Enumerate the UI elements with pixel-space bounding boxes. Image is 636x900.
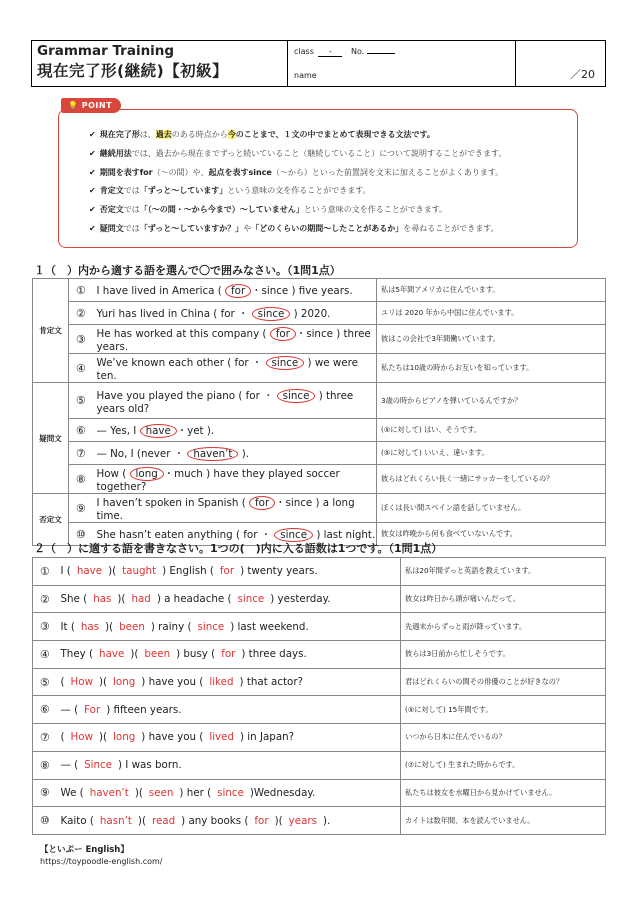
footer-url[interactable]: https://toypoodle-english.com/ xyxy=(40,857,163,866)
sentence-fragment: ) busy ( xyxy=(176,648,216,661)
check-icon: ✔ xyxy=(89,186,96,196)
translation: (⑤に対して) いいえ、違います。 xyxy=(377,442,606,465)
point-item xyxy=(89,164,506,183)
no-label: No. xyxy=(350,47,365,56)
group-label: 肯定文 xyxy=(33,279,69,383)
sentence-fragment: — ( xyxy=(60,759,79,772)
check-icon: ✔ xyxy=(89,223,96,233)
answer-word[interactable]: have xyxy=(76,565,103,578)
answer-word[interactable]: read xyxy=(151,814,176,827)
translation: 彼らは3日前から忙しそうです。 xyxy=(401,641,606,669)
sentence-pre: Yuri has lived in China ( for ・ xyxy=(96,308,249,320)
point-item xyxy=(89,220,506,239)
choice-option[interactable]: haven’t xyxy=(187,447,238,461)
answer-word[interactable]: has xyxy=(93,593,112,606)
question-sentence xyxy=(57,807,401,835)
question-number: ⑧ xyxy=(69,465,93,494)
sentence-fragment: — ( xyxy=(60,703,79,716)
table-row xyxy=(33,668,606,696)
translation: 3歳の時からピアノを弾いているんですか？ xyxy=(377,383,606,419)
answer-word[interactable]: had xyxy=(131,593,151,606)
question-sentence xyxy=(57,668,401,696)
translation: いつから日本に住んでいるの？ xyxy=(401,724,606,752)
sentence-fragment: )( xyxy=(105,620,114,633)
choice-option[interactable]: since xyxy=(285,497,313,509)
question-sentence xyxy=(57,696,401,724)
sentence-fragment: )Wednesday. xyxy=(249,786,316,799)
choice-option[interactable]: since xyxy=(274,528,313,542)
point-term: 現在完了形 xyxy=(99,130,140,139)
sentence-post: ) a long time. xyxy=(96,497,355,522)
point-text: という意味の文を作ることができます。 xyxy=(227,186,371,196)
sentence-post: ) 2020. xyxy=(293,308,331,320)
table-row xyxy=(33,325,606,354)
answer-word[interactable]: since xyxy=(197,620,225,633)
choice-option[interactable]: for xyxy=(270,327,296,341)
sentence-fragment: )( xyxy=(137,814,146,827)
sentence-fragment: It ( xyxy=(60,620,75,633)
choice-option[interactable]: since xyxy=(261,285,289,297)
translation: 君はどれくらいの間その俳優のことが好きなの？ xyxy=(401,668,606,696)
translation: 彼はこの会社で3年間働いています。 xyxy=(377,325,606,354)
answer-word[interactable]: For xyxy=(84,703,101,716)
answer-word[interactable]: lived xyxy=(209,731,235,744)
sentence-fragment: ) English ( xyxy=(162,565,214,578)
answer-word[interactable]: has xyxy=(80,620,100,633)
check-icon: ✔ xyxy=(89,130,96,139)
class-label: class xyxy=(294,47,314,56)
translation: 彼らはどれくらい長く一緒にサッカーをしているの？ xyxy=(377,465,606,494)
question-number: ⑩ xyxy=(69,523,93,546)
section1-table xyxy=(32,278,606,546)
choice-separator: ・ xyxy=(176,425,188,437)
point-item xyxy=(89,201,506,220)
sentence-pre: — Yes, I xyxy=(96,425,137,437)
sentence-fragment: ) a headache ( xyxy=(156,593,232,606)
title-english: Grammar Training xyxy=(37,43,175,59)
choice-option[interactable]: since xyxy=(277,389,316,403)
question-number: ⑥ xyxy=(33,696,57,724)
answer-word[interactable]: for xyxy=(254,814,269,827)
sentence-pre: We’ve known each other ( for ・ xyxy=(96,357,263,369)
sentence-post: ) three years. xyxy=(96,328,371,353)
question-sentence xyxy=(93,302,377,325)
translation: (⑤に対して) はい、そうです。 xyxy=(377,419,606,442)
sentence-fragment: Kaito ( xyxy=(60,814,94,827)
translation: 先週末からずっと雨が降っています。 xyxy=(401,613,606,641)
point-term: 期間を表すfor xyxy=(99,167,153,177)
question-number: ① xyxy=(33,558,57,586)
point-item xyxy=(89,145,506,164)
point-term: 否定文 xyxy=(99,205,124,215)
point-term: 疑問文 xyxy=(99,223,124,233)
question-number: ⑤ xyxy=(69,383,93,419)
question-number: ⑤ xyxy=(33,668,57,696)
sentence-fragment: ) her ( xyxy=(179,786,212,799)
table-row xyxy=(33,641,606,669)
student-info-block xyxy=(288,41,516,86)
sentence-fragment: ) twenty years. xyxy=(240,565,318,578)
point-text: は、 xyxy=(139,130,156,139)
sentence-fragment: ) last weekend. xyxy=(230,620,309,633)
table-row xyxy=(33,696,606,724)
table-row xyxy=(33,779,606,807)
sentence-post: ) have they played soccer together? xyxy=(96,468,340,493)
translation: 私は5年間アメリカに住んでいます。 xyxy=(377,279,606,302)
table-row xyxy=(33,354,606,383)
question-sentence xyxy=(93,442,377,465)
choice-option[interactable]: since xyxy=(252,307,291,321)
answer-word[interactable]: since xyxy=(237,593,265,606)
question-number: ② xyxy=(69,302,93,325)
question-number: ⑥ xyxy=(69,419,93,442)
table-row xyxy=(33,724,606,752)
sentence-fragment: ) rainy ( xyxy=(150,620,192,633)
translation: (⑤に対して) 15年間です。 xyxy=(401,696,606,724)
sentence-fragment: ). xyxy=(322,814,331,827)
question-sentence xyxy=(93,383,377,419)
question-number: ⑦ xyxy=(69,442,93,465)
choice-option[interactable]: for xyxy=(249,496,275,510)
point-text: という意味の文を作ることができます。 xyxy=(303,205,448,215)
sentence-post: ). xyxy=(241,448,250,460)
sentence-fragment: ( xyxy=(60,676,65,689)
question-sentence xyxy=(57,724,401,752)
answer-word[interactable]: liked xyxy=(209,676,234,689)
answer-word[interactable]: been xyxy=(119,620,145,633)
choice-separator: ・ xyxy=(295,328,307,340)
choice-option[interactable]: long xyxy=(130,467,164,481)
answer-word[interactable]: taught xyxy=(122,565,157,578)
question-number: ① xyxy=(69,279,93,302)
answer-word[interactable]: for xyxy=(219,565,235,578)
question-number: ⑧ xyxy=(33,751,57,779)
sentence-fragment: )( xyxy=(99,676,108,689)
question-sentence xyxy=(93,419,377,442)
group-label: 疑問文 xyxy=(33,383,69,494)
question-sentence xyxy=(57,641,401,669)
sentence-fragment: I ( xyxy=(60,565,71,578)
point-text: や xyxy=(243,223,252,233)
point-text: を尋ねることができます。 xyxy=(403,223,499,233)
sentence-pre: I haven’t spoken in Spanish ( xyxy=(96,497,246,509)
table-row xyxy=(33,613,606,641)
point-term: 「ずっと〜しています」 xyxy=(139,186,228,196)
sentence-fragment: ( xyxy=(60,731,65,744)
table-row xyxy=(33,279,606,302)
question-sentence xyxy=(93,325,377,354)
table-row xyxy=(33,585,606,613)
choice-option[interactable]: since xyxy=(306,328,333,340)
point-item xyxy=(89,182,506,201)
check-icon: ✔ xyxy=(89,205,96,215)
answer-word[interactable]: have xyxy=(99,648,125,661)
point-highlight: 今 xyxy=(227,130,236,139)
section2-table xyxy=(32,557,606,835)
sentence-pre: — No, I (never ・ xyxy=(96,448,185,460)
answer-word[interactable]: hasn’t xyxy=(99,814,132,827)
sentence-fragment: )( xyxy=(117,593,126,606)
sentence-pre: She hasn’t eaten anything ( for ・ xyxy=(96,529,272,541)
sentence-fragment: ) that actor? xyxy=(239,676,304,689)
point-term: 「どのくらいの期間〜したことがあるか」 xyxy=(251,223,404,233)
answer-word[interactable]: How xyxy=(70,676,93,689)
translation: カイトは数年間、本を読んでいません。 xyxy=(401,807,606,835)
choice-option[interactable]: yet xyxy=(187,425,204,437)
question-sentence xyxy=(93,494,377,523)
sentence-fragment: )( xyxy=(274,814,283,827)
question-sentence xyxy=(93,354,377,383)
point-text: （〜の間）や、 xyxy=(152,167,209,177)
question-sentence xyxy=(93,465,377,494)
translation: 彼女は昨晩から何も食べていないんです。 xyxy=(377,523,606,546)
translation: 私たちは10歳の時からお互いを知っています。 xyxy=(377,354,606,383)
check-icon: ✔ xyxy=(89,167,96,177)
question-sentence xyxy=(57,613,401,641)
point-text: では xyxy=(123,223,140,233)
table-row xyxy=(33,383,606,419)
point-text: のある時点から xyxy=(171,130,228,139)
table-row xyxy=(33,494,606,523)
sentence-pre: He has worked at this company ( xyxy=(96,328,267,340)
question-number: ② xyxy=(33,585,57,613)
answer-word[interactable]: seen xyxy=(148,786,174,799)
point-list xyxy=(89,126,506,239)
choice-option[interactable]: much xyxy=(174,468,203,480)
answer-word[interactable]: haven’t xyxy=(89,786,129,799)
question-sentence xyxy=(57,558,401,586)
point-highlight: 過去 xyxy=(155,130,172,139)
question-sentence xyxy=(57,779,401,807)
translation: 私は20年間ずっと英語を教えています。 xyxy=(401,558,606,586)
score-total: ／20 xyxy=(570,68,595,81)
question-number: ③ xyxy=(69,325,93,354)
section2-title: ２（ ）に適する語を書きなさい。1つの( )内に入る語数は1つです。（1問1点） xyxy=(34,542,443,555)
sentence-fragment: )( xyxy=(108,565,117,578)
sentence-fragment: ) I was born. xyxy=(118,759,182,772)
no-blank[interactable] xyxy=(367,53,395,54)
point-text: では xyxy=(123,205,140,215)
point-text: では xyxy=(123,186,140,196)
sentence-fragment: ) in Japan? xyxy=(240,731,295,744)
sentence-post: ) last night. xyxy=(316,529,376,541)
answer-word[interactable]: How xyxy=(70,731,93,744)
table-row xyxy=(33,751,606,779)
table-row xyxy=(33,302,606,325)
class-dash: - xyxy=(328,47,332,56)
answer-word[interactable]: been xyxy=(144,648,171,661)
point-term: 継続用法 xyxy=(99,148,132,158)
point-text: （〜から）といった前置詞を文末に加えることがよくあります。 xyxy=(271,167,504,177)
group-label: 否定文 xyxy=(33,494,69,546)
answer-word[interactable]: long xyxy=(113,731,136,744)
point-text: では、過去から現在までずっと続いていること（継続していること）について説明することができます。 xyxy=(131,148,507,158)
question-sentence xyxy=(93,279,377,302)
table-row xyxy=(33,419,606,442)
sentence-fragment: We ( xyxy=(60,786,84,799)
worksheet-header xyxy=(31,40,606,87)
table-row xyxy=(33,558,606,586)
answer-word[interactable]: for xyxy=(221,648,236,661)
check-icon: ✔ xyxy=(89,148,96,158)
question-number: ⑦ xyxy=(33,724,57,752)
sentence-fragment: ) any books ( xyxy=(181,814,249,827)
question-sentence xyxy=(57,585,401,613)
sentence-fragment: ) have you ( xyxy=(141,731,204,744)
translation: ぼくは長い間スペイン語を話していません。 xyxy=(377,494,606,523)
choice-separator: ・ xyxy=(275,497,286,509)
answer-word[interactable]: since xyxy=(217,786,244,799)
sentence-fragment: They ( xyxy=(60,648,94,661)
point-term: 「（〜の間・〜から今まで）〜していません」 xyxy=(139,205,304,215)
sentence-pre: Have you played the piano ( for ・ xyxy=(96,389,274,402)
section1-title: １（ ）内から適する語を選んで〇で囲みなさい。（1問1点） xyxy=(34,264,341,277)
choice-separator: ・ xyxy=(163,468,175,480)
footer xyxy=(40,843,163,866)
point-term: 肯定文 xyxy=(99,186,124,196)
point-term: 起点を表すsince xyxy=(208,167,272,177)
table-row xyxy=(33,442,606,465)
answer-word[interactable]: years xyxy=(288,814,317,827)
question-number: ③ xyxy=(33,613,57,641)
name-label: name xyxy=(294,71,317,80)
sentence-pre: How ( xyxy=(96,468,127,480)
sentence-pre: I have lived in America ( xyxy=(96,285,222,297)
sentence-fragment: )( xyxy=(134,786,143,799)
question-number: ④ xyxy=(33,641,57,669)
sentence-fragment: )( xyxy=(130,648,139,661)
lightbulb-icon: 💡 xyxy=(68,101,79,110)
translation: ユリは 2020 年から中国に住んでいます。 xyxy=(377,302,606,325)
point-box xyxy=(58,109,578,248)
answer-word[interactable]: long xyxy=(113,676,136,689)
score-block xyxy=(516,41,605,86)
sentence-fragment: )( xyxy=(99,731,108,744)
table-row xyxy=(33,465,606,494)
answer-word[interactable]: Since xyxy=(84,759,113,772)
sentence-fragment: ) have you ( xyxy=(141,676,204,689)
point-tag-label: POINT xyxy=(81,101,113,110)
translation: 彼女は昨日から頭が痛いんだって。 xyxy=(401,585,606,613)
point-text: のことまで、１文の中でまとめて表現できる文法です。 xyxy=(235,130,435,139)
point-item xyxy=(89,126,506,145)
question-number: ④ xyxy=(69,354,93,383)
sentence-post: ) five years. xyxy=(291,285,353,297)
title-japanese: 現在完了形(継続)【初級】 xyxy=(37,62,229,80)
choice-option[interactable]: since xyxy=(266,356,305,370)
choice-option[interactable]: have xyxy=(140,424,177,438)
translation: 私たちは彼女を水曜日から見かけていません。 xyxy=(401,779,606,807)
sentence-post: ) three years old? xyxy=(96,389,354,415)
class-number-line xyxy=(294,47,395,57)
class-blank[interactable] xyxy=(318,47,342,57)
question-number: ⑨ xyxy=(33,779,57,807)
sentence-post: ). xyxy=(206,425,215,437)
translation: (⑦に対して) 生まれた時からです。 xyxy=(401,751,606,779)
sentence-post: ) we were ten. xyxy=(96,357,358,382)
question-number: ⑨ xyxy=(69,494,93,523)
question-number: ⑩ xyxy=(33,807,57,835)
choice-option[interactable]: for xyxy=(225,284,251,298)
table-row xyxy=(33,807,606,835)
question-sentence xyxy=(57,751,401,779)
sentence-fragment: She ( xyxy=(60,593,88,606)
choice-separator: ・ xyxy=(251,285,262,297)
point-term: 「ずっと〜していますか？」 xyxy=(139,223,244,233)
footer-brand: 【といぷー English】 xyxy=(40,845,129,855)
sentence-fragment: ) three days. xyxy=(241,648,307,661)
sentence-fragment: ) fifteen years. xyxy=(106,703,182,716)
title-block xyxy=(32,41,288,86)
sentence-fragment: ) yesterday. xyxy=(270,593,331,606)
